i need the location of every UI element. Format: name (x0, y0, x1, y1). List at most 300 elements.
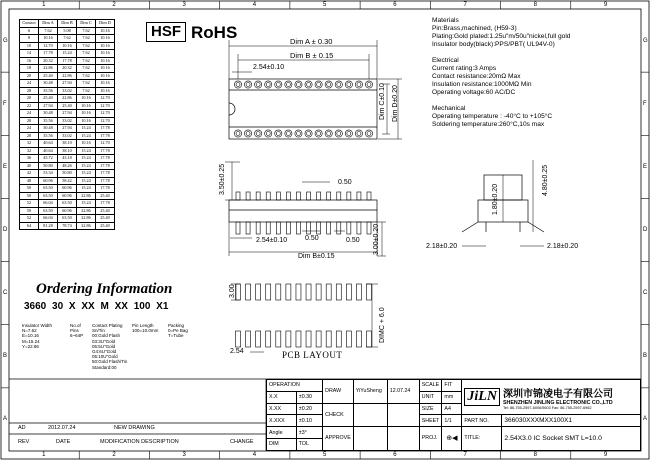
socket-pin (347, 222, 351, 234)
desc-header: MODIFICATION DESCRIPTION (100, 439, 179, 445)
draw-date: 12.07.24 (387, 380, 419, 404)
contact-table-cell: 38.10 (58, 140, 77, 148)
order-note: 00:Gold Flash (92, 333, 121, 339)
socket-pin-hole (305, 130, 312, 137)
socket-pin-hole (355, 81, 362, 88)
company-name-en: SHENZHEN JINLING ELECTRONIC CO.,LTD (502, 399, 613, 406)
socket-pin (296, 192, 300, 200)
contact-table-cell: 17.78 (96, 132, 115, 140)
hsf-badge (146, 22, 186, 42)
dim-c-label: Dim C±0.10 (379, 83, 386, 120)
contact-table-cell: 12.70 (96, 102, 115, 110)
size-value: A4 (442, 403, 462, 415)
contact-table-cell: 64 (20, 222, 39, 230)
frame-label: B (643, 353, 648, 360)
contact-table-cell: 63.50 (39, 192, 58, 200)
contact-table-cell: 52 (20, 200, 39, 208)
frame-label: 7 (463, 2, 467, 8)
electrical-title: Electrical (432, 57, 459, 64)
contact-table-row (20, 192, 115, 200)
order-note: E=10.16 (22, 333, 39, 339)
pin-width-050-a: 0.50 (338, 179, 352, 186)
contact-table-cell: 22.86 (77, 222, 96, 230)
contact-table-cell: 33.02 (58, 87, 77, 95)
contact-table-row (20, 110, 115, 118)
socket-pin (307, 192, 311, 200)
contact-table-cell: 7.62 (77, 27, 96, 35)
contact-table-cell: 20.32 (58, 65, 77, 73)
change-header: CHANGE (230, 439, 254, 445)
socket-pin-hole (337, 132, 341, 136)
contact-table-row (20, 170, 115, 178)
socket-pin (307, 222, 311, 234)
contact-table-cell: 66.04 (39, 215, 58, 223)
tol-header: TOL (296, 438, 322, 450)
frame-label: D (3, 227, 8, 233)
contact-table-row (20, 140, 115, 148)
rev-date: 2012.07.24 (48, 425, 76, 431)
pitch-top-label: 2.54±0.10 (253, 64, 285, 71)
contact-table-row (20, 27, 115, 35)
contact-table-cell: 7.62 (77, 87, 96, 95)
contact-table-cell: 7.62 (58, 35, 77, 43)
dim-b-mid-label: Dim B±0.15 (298, 253, 335, 260)
contact-table-cell: 63.50 (39, 207, 58, 215)
contact-table-cell: 32 (20, 147, 39, 155)
contact-table-cell: 60.96 (58, 192, 77, 200)
electrical-line-4: Operating voltage:60 AC/DC (432, 89, 516, 96)
pcb-pad (367, 284, 372, 300)
frame-label: 8 (533, 2, 537, 8)
contact-table-cell: Dim B (58, 20, 77, 28)
contact-table-row (20, 50, 115, 58)
contact-table-cell: 22.86 (77, 192, 96, 200)
socket-pin-hole (367, 83, 371, 87)
company-logo-cell (462, 380, 641, 415)
contact-table-cell: 50 (20, 192, 39, 200)
dim-a-label: Dim A ± 0.30 (290, 37, 333, 46)
pcb-pad (356, 331, 361, 347)
contact-table-cell: Dim D (96, 20, 115, 28)
pcb-pad (326, 284, 331, 300)
socket-pin-hole (266, 132, 270, 136)
socket-pin-hole (236, 83, 240, 87)
frame-label: 5 (323, 452, 327, 458)
contact-table-row (20, 117, 115, 125)
rev-header: REV (18, 439, 30, 445)
contact-table-cell: 12.70 (96, 117, 115, 125)
socket-pin (317, 192, 321, 200)
frame-label: 4 (252, 452, 257, 458)
pcb-pad (246, 331, 251, 347)
socket-pin-hole (327, 132, 331, 136)
operation-header: OPERATION (267, 380, 323, 392)
materials-line-1: Pin:Brass,machined, (H59-3) (432, 25, 517, 32)
mechanical-line-1: Operating temperature : -40°C to +105°C (432, 113, 553, 120)
contact-table-row (20, 65, 115, 73)
contact-table-cell: 8 (20, 35, 39, 43)
contact-table-cell: 40 (20, 162, 39, 170)
contact-table-cell: 10.16 (58, 42, 77, 50)
side-view-socket (229, 200, 377, 222)
frame-label: 7 (463, 452, 467, 458)
socket-pin-hole (325, 130, 332, 137)
contact-table-row (20, 35, 115, 43)
order-note: Contact Plating (92, 323, 123, 328)
contact-table-cell: 48 (20, 177, 39, 185)
mechanical-line-2: Soldering temperature:260°C,10s max (432, 121, 545, 128)
contact-table-cell: 40.64 (39, 140, 58, 148)
contact-table-cell: 22.86 (39, 65, 58, 73)
contact-table-cell: 60.96 (58, 207, 77, 215)
contact-table-cell: 10.16 (96, 87, 115, 95)
pcb-pad (336, 331, 341, 347)
contact-table-cell: 45.72 (39, 155, 58, 163)
dim-d-label: Dim D±0.20 (392, 85, 399, 122)
contact-table-cell: 7.62 (77, 57, 96, 65)
mechanical-title: Mechanical (432, 105, 466, 112)
socket-pin-hole (276, 83, 280, 87)
dim-header: DIM (267, 438, 297, 450)
socket-pin-hole (286, 83, 290, 87)
socket-pin (337, 192, 341, 200)
scale-value: FIT (442, 380, 462, 392)
contact-table-cell: 38.10 (58, 147, 77, 155)
order-note: 50:Gold Flash/Tin (92, 359, 128, 365)
socket-pin-hole (365, 130, 372, 137)
pcb-pad (246, 284, 251, 300)
socket-pin (327, 192, 331, 200)
end-width-218-left: 2.18±0.20 (426, 243, 458, 250)
order-note: 03:3U"Gold (92, 338, 116, 344)
contact-table-cell: 30.48 (39, 80, 58, 88)
rev-desc: NEW DRAWING (114, 425, 155, 431)
frame-label: 2 (112, 452, 116, 458)
pcb-pad (256, 331, 261, 347)
approve-label: APPROVE (323, 427, 354, 451)
socket-pin-hole (317, 132, 321, 136)
contact-table-cell: 17.78 (96, 155, 115, 163)
size-label: SIZE (419, 403, 442, 415)
contact-table-cell: 12.70 (96, 140, 115, 148)
contact-table-cell: 22 (20, 102, 39, 110)
contact-table-cell: Contact (20, 20, 39, 28)
socket-pin (236, 192, 240, 200)
pcb-pad (256, 284, 261, 300)
pcb-pitch-label: 2.54 (230, 348, 244, 355)
contact-table-cell: 25.40 (58, 102, 77, 110)
contact-table-cell: 24 (20, 80, 39, 88)
ordering-code: 3660 30 X XX M XX 100 X1 (24, 301, 169, 312)
socket-pin-hole (286, 132, 290, 136)
contact-table-cell: 15.24 (77, 200, 96, 208)
contact-table-cell: 7.62 (77, 72, 96, 80)
tol-val-4: ±3° (296, 427, 322, 439)
socket-pin-hole (236, 132, 240, 136)
frame-label: 9 (603, 2, 608, 8)
contact-table-cell: 15.24 (77, 125, 96, 133)
frame-label: D (643, 227, 648, 233)
contact-table-cell: 10.16 (96, 80, 115, 88)
socket-pin (236, 222, 240, 234)
socket-pin-hole (347, 132, 351, 136)
company-tel: Tel: 86-755-2597-6006/5603 Fax: 86-755-2597-6962 (502, 405, 592, 410)
contact-table-cell: 10.16 (96, 57, 115, 65)
pcb-pad (236, 331, 241, 347)
frame-label: 1 (42, 452, 46, 458)
socket-pin (246, 192, 250, 200)
contact-table-cell: 60.96 (58, 185, 77, 193)
frame-label: 2 (112, 2, 116, 8)
frame-label: E (643, 163, 648, 170)
contact-table-row (20, 155, 115, 163)
socket-pin-hole (345, 130, 352, 137)
company-name-cn: 深圳市锦凌电子有限公司 (502, 388, 613, 400)
contact-table-row (20, 57, 115, 65)
pcb-pad (266, 284, 271, 300)
top-view-socket (229, 79, 377, 139)
contact-table-cell: 58.42 (58, 177, 77, 185)
scale-label: SCALE (419, 380, 442, 392)
pcb-pad (367, 331, 372, 347)
part-no-label: PART NO. (462, 415, 502, 427)
socket-pin (357, 192, 361, 200)
socket-pin-hole (265, 81, 272, 88)
pcb-pad (316, 284, 321, 300)
contact-table-row (20, 222, 115, 230)
contact-table-cell: 42 (20, 170, 39, 178)
contact-table-cell: 17.78 (96, 170, 115, 178)
socket-pin-hole (315, 81, 322, 88)
contact-table-cell: 15.24 (58, 50, 77, 58)
contact-table-cell: 20.32 (39, 57, 58, 65)
contact-table-cell: 15.24 (77, 170, 96, 178)
tol-dim-2: X.XX (267, 403, 297, 415)
socket-pin-hole (234, 81, 241, 88)
socket-pin-hole (295, 130, 302, 137)
contact-table-cell: 17.78 (96, 147, 115, 155)
frame-label: E (3, 163, 8, 170)
contact-table-cell: 10.16 (96, 27, 115, 35)
contact-table-row (20, 42, 115, 50)
contact-table-cell: 12.70 (39, 42, 58, 50)
contact-table-cell: 12.70 (96, 95, 115, 103)
pcb-pad (346, 331, 351, 347)
contact-table-cell: 15.24 (77, 155, 96, 163)
sheet-label: SHEET (419, 415, 442, 427)
end-width-218-right: 2.18±0.20 (547, 243, 579, 250)
contact-table-header (20, 20, 115, 28)
tol-val-3: ±0.10 (296, 415, 322, 427)
tol-val-1: ±0.30 (296, 391, 322, 403)
contact-table-cell: 33.02 (58, 117, 77, 125)
materials-line-3: Insulator body(black):PPS/PBT( UL94V-0) (432, 41, 555, 48)
socket-pin (266, 192, 270, 200)
contact-table-cell: 12.70 (96, 110, 115, 118)
contact-table-cell: 27.94 (58, 80, 77, 88)
contact-table-cell: 27.94 (58, 125, 77, 133)
order-plating-notes (92, 323, 127, 370)
end-height-180: 1.80±0.20 (492, 183, 499, 215)
electrical-line-3: Insulation resistance:1000MΩ Min (432, 81, 532, 88)
contact-table-cell: 18 (20, 65, 39, 73)
contact-table-cell: Dim C (77, 20, 96, 28)
socket-pin-hole (256, 83, 260, 87)
contact-table-cell: 24 (20, 125, 39, 133)
title-label: TITLE: (462, 427, 502, 451)
check-label: CHECK (323, 403, 354, 427)
socket-pin-hole (325, 81, 332, 88)
contact-table-row (20, 95, 115, 103)
socket-pin-hole (256, 132, 260, 136)
tol-dim-3: X.XXX (267, 415, 297, 427)
order-width-notes (22, 323, 52, 349)
contact-table-row (20, 132, 115, 140)
contact-table-cell: 17.78 (96, 185, 115, 193)
socket-pin-hole (285, 81, 292, 88)
contact-table-cell: 53.34 (39, 170, 58, 178)
pcb-pad (276, 284, 281, 300)
contact-table-row (20, 200, 115, 208)
socket-pin-hole (266, 83, 270, 87)
pcb-pad (286, 284, 291, 300)
contact-table-cell: 20 (20, 72, 39, 80)
contact-table-cell: 22.86 (77, 215, 96, 223)
projection-icon: ⊕◀ (442, 427, 462, 451)
frame-label: 6 (393, 2, 397, 8)
contact-table-cell: 16 (20, 57, 39, 65)
socket-pin (256, 192, 260, 200)
dim-b-label: Dim B ± 0.15 (290, 51, 334, 60)
height-350-label: 3.50±0.25 (219, 163, 226, 195)
contact-table-cell: 10.16 (96, 65, 115, 73)
contact-table-cell: 52 (20, 215, 39, 223)
pcb-pad (296, 331, 301, 347)
contact-table-cell: 50 (20, 185, 39, 193)
contact-table-cell: 6 (20, 27, 39, 35)
order-note: G4:6U"Gold (92, 349, 117, 355)
order-note: 0=Pe Bag (168, 328, 188, 334)
socket-pin (327, 222, 331, 234)
order-pins-notes (70, 323, 83, 339)
contact-table-row (20, 147, 115, 155)
socket-pin-hole (355, 130, 362, 137)
socket-pin (367, 192, 371, 200)
contact-table-cell: 66.04 (39, 200, 58, 208)
materials-title: Materials (432, 17, 459, 24)
contact-table-cell: 32 (20, 140, 39, 148)
pcb-pad (346, 284, 351, 300)
order-note: Pin Length (132, 323, 154, 328)
frame-label: B (3, 353, 8, 360)
socket-pin-hole (317, 83, 321, 87)
socket-pin-hole (275, 130, 282, 137)
socket-pin-hole (327, 83, 331, 87)
contact-table-cell: 7.62 (77, 65, 96, 73)
frame-label: A (3, 416, 8, 423)
contact-table-cell: 7.62 (77, 50, 96, 58)
unit-label: UNIT (419, 391, 442, 403)
contact-table-cell: 36 (20, 155, 39, 163)
socket-pin-hole (307, 132, 311, 136)
frame-label: C (3, 290, 8, 297)
contact-table-cell: 35.56 (39, 132, 58, 140)
contact-table-cell: 17.78 (96, 177, 115, 185)
rohs-label: RoHS (191, 23, 238, 42)
contact-table-cell: 50 (20, 207, 39, 215)
socket-pin-hole (296, 132, 300, 136)
socket-pin-hole (276, 132, 280, 136)
order-note: 05:5U"Gold (92, 343, 116, 349)
company-logo: JiLN (464, 388, 500, 406)
title-value: 2.54X3.0 IC Socket SMT L=10.0 (502, 427, 641, 451)
socket-pin (256, 222, 260, 234)
order-note: Standard:00 (92, 364, 117, 370)
socket-pin-hole (307, 83, 311, 87)
socket-pin-hole (367, 132, 371, 136)
pcb-pad (306, 284, 311, 300)
contact-table-cell: 28 (20, 117, 39, 125)
contact-table-cell: 27.94 (58, 110, 77, 118)
contact-table-cell: 28 (20, 87, 39, 95)
contact-table-cell: 10.16 (77, 110, 96, 118)
pcb-pad (296, 284, 301, 300)
contact-table-cell: 10.16 (77, 140, 96, 148)
contact-table-cell: 10.16 (77, 102, 96, 110)
socket-pin-hole (246, 132, 250, 136)
contact-table-cell: 15.24 (77, 177, 96, 185)
contact-table-row (20, 80, 115, 88)
socket-pin (367, 222, 371, 234)
contact-table-cell: 17.78 (96, 200, 115, 208)
electrical-line-1: Current rating:3 Amps (432, 65, 497, 72)
order-note: 6~64P (70, 333, 84, 339)
contact-table-row (20, 215, 115, 223)
socket-pin (357, 222, 361, 234)
proj-label: PROJ. (419, 427, 442, 451)
contact-table-cell: 14 (20, 50, 39, 58)
check-name (353, 403, 387, 427)
socket-pin-hole (255, 130, 262, 137)
frame-label: 6 (393, 452, 397, 458)
order-note: No.of (70, 323, 81, 328)
contact-table-row (20, 185, 115, 193)
frame-label: G (643, 37, 648, 44)
contact-table-cell: 10.16 (39, 35, 58, 43)
frame-label: 4 (252, 2, 257, 8)
socket-pin (246, 222, 250, 234)
frame-label: C (643, 290, 648, 297)
contact-table-cell: 25.40 (96, 207, 115, 215)
contact-table-cell: 10.16 (77, 117, 96, 125)
pcb-300-label: 3.00 (229, 284, 236, 298)
draw-label: DRAW (323, 380, 354, 404)
contact-table-cell: 50.80 (58, 170, 77, 178)
approve-name (353, 427, 387, 451)
part-no-value: 366030XXXMXX100X1 (502, 415, 641, 427)
height-300-label: 3.00±0.20 (373, 223, 380, 255)
socket-pin-hole (246, 83, 250, 87)
contact-table-cell: 25.40 (39, 72, 58, 80)
pcb-pad (356, 284, 361, 300)
contact-table-cell: 24 (20, 110, 39, 118)
contact-table-cell: 17.78 (96, 125, 115, 133)
contact-table-cell: 25.40 (96, 192, 115, 200)
contact-table-cell: 10.16 (96, 50, 115, 58)
socket-pin-hole (265, 130, 272, 137)
socket-pin-hole (315, 130, 322, 137)
socket-pin-hole (296, 83, 300, 87)
